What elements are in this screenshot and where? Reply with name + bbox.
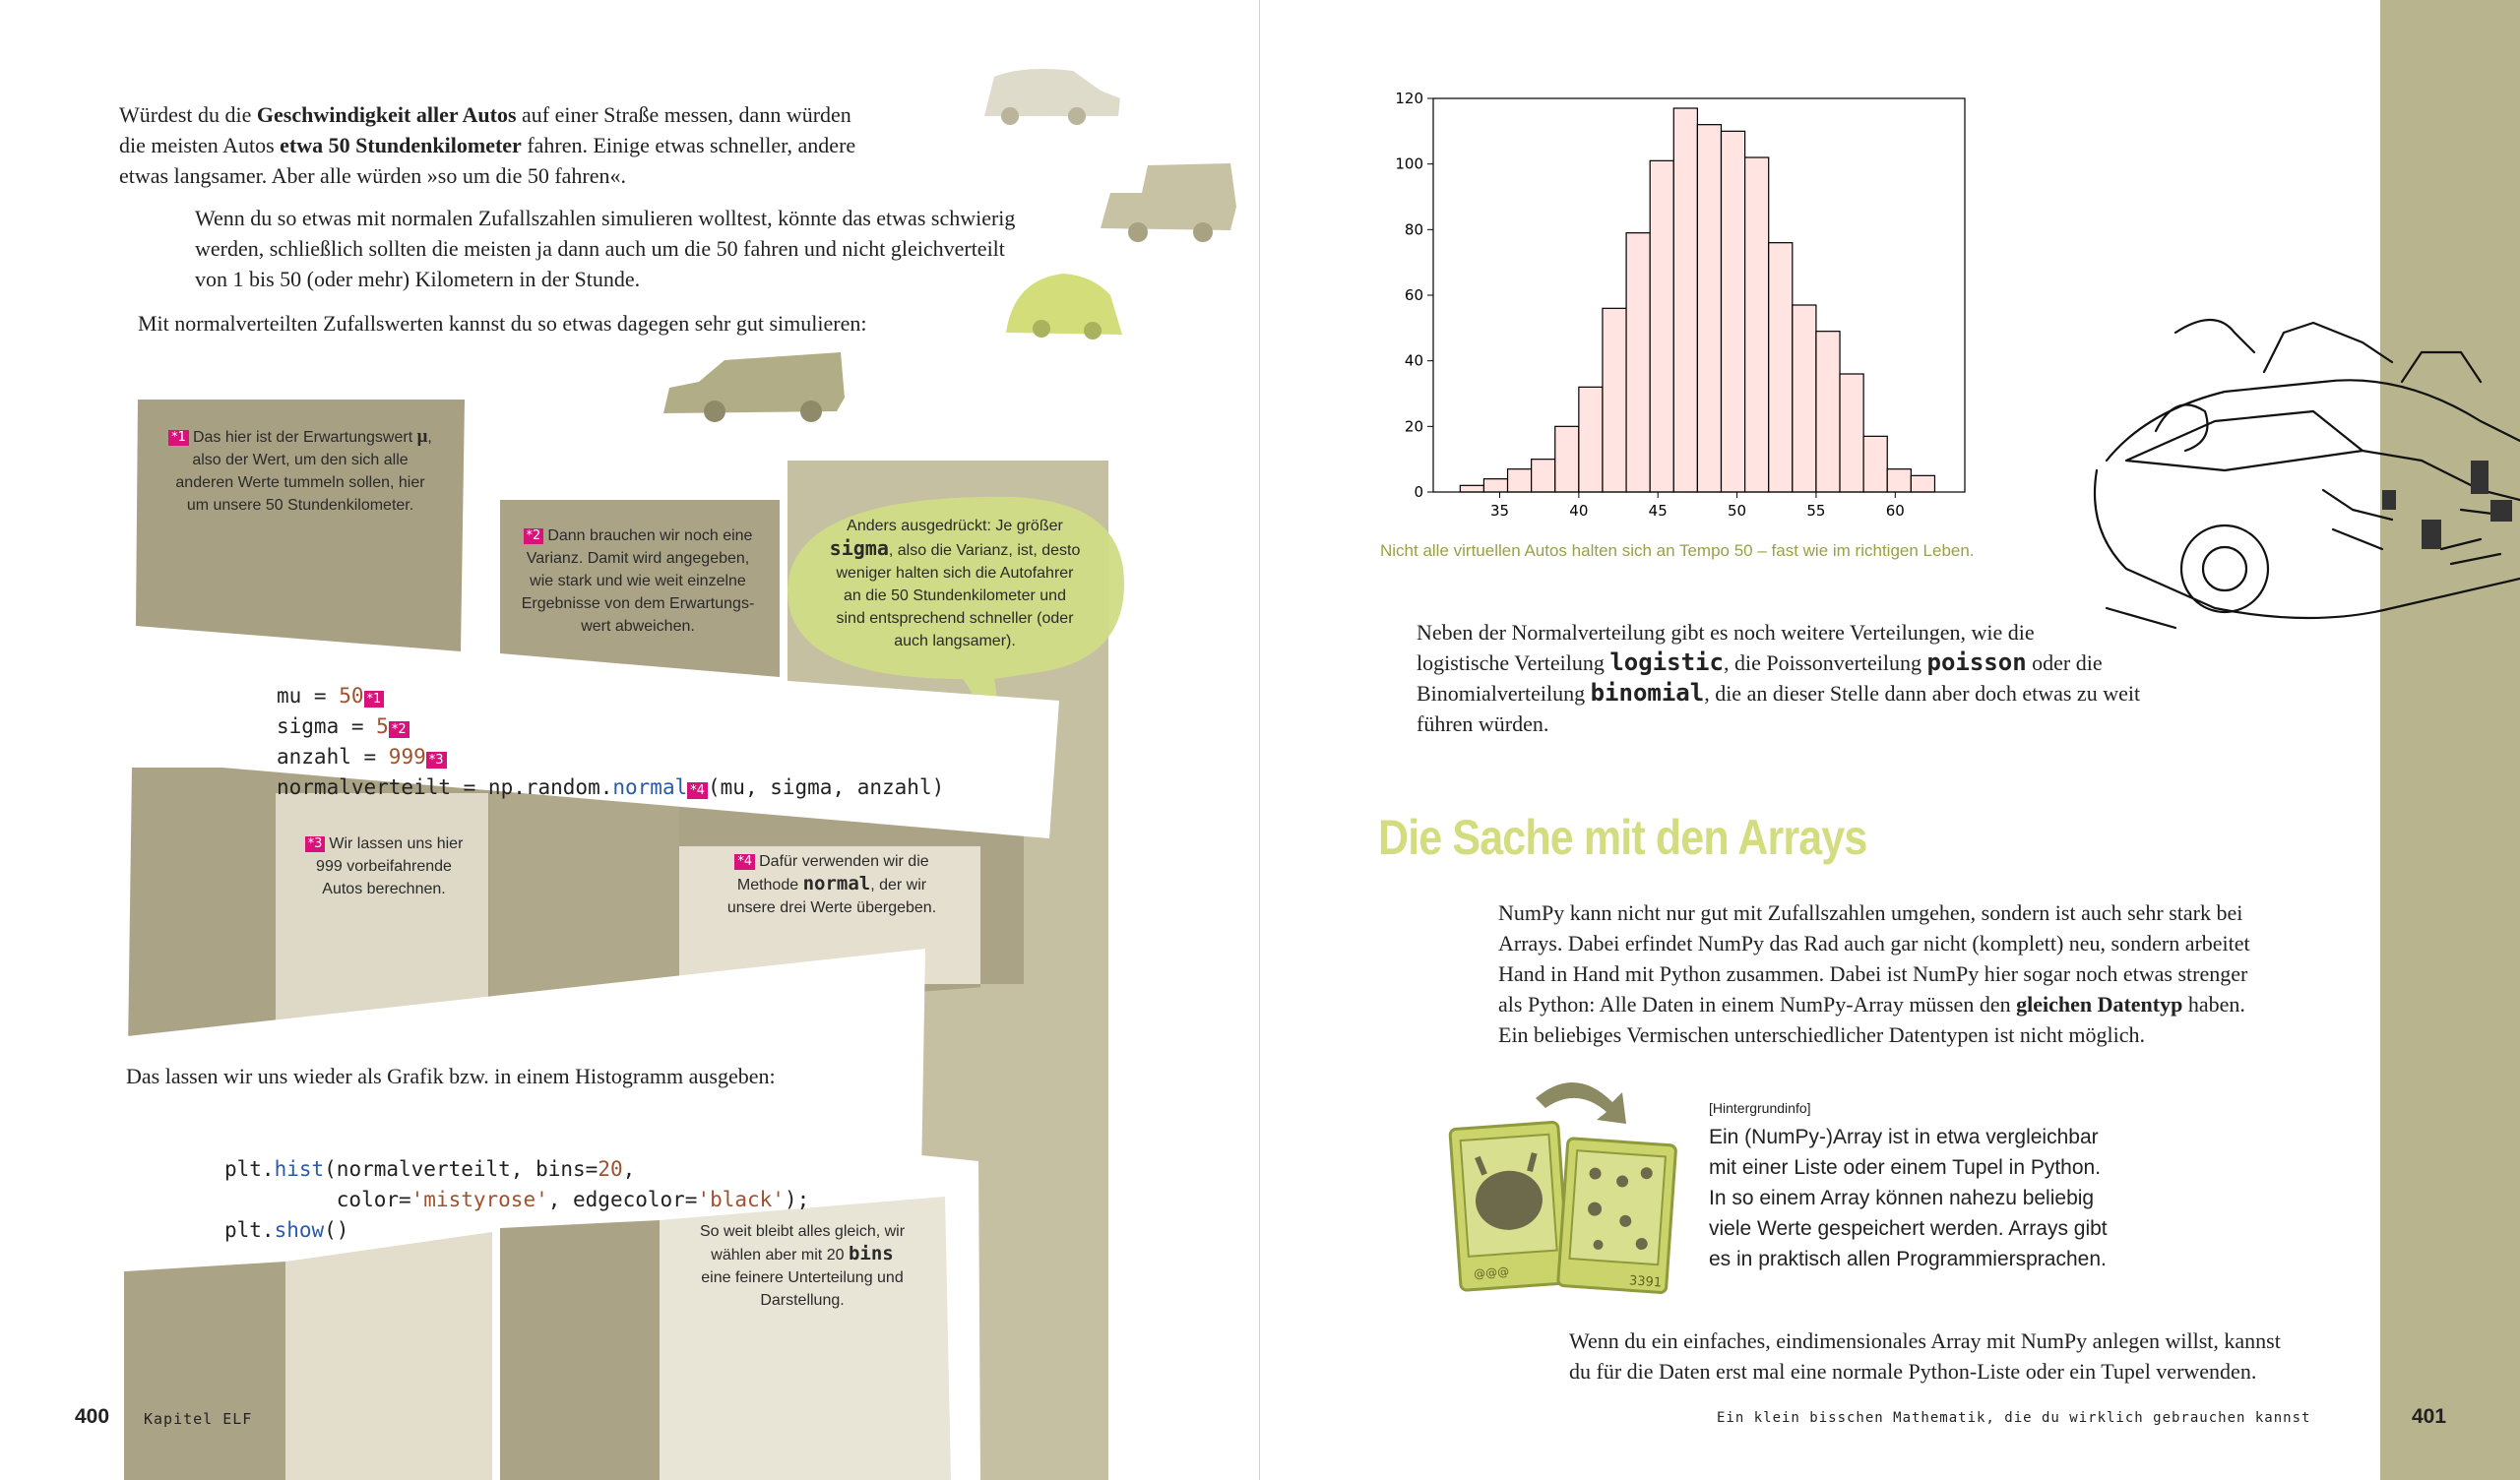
annotation-badge: *3 — [305, 836, 326, 852]
histogram-bar — [1579, 387, 1603, 492]
code-line: sigma = 5 *2 — [277, 711, 944, 742]
page-edge-band — [2380, 0, 2520, 1480]
code-line: plt.hist(normalverteilt, bins=20, — [224, 1157, 636, 1181]
annotation-badge: *1 — [168, 430, 189, 446]
text: Wenn du ein einfaches, eindimensionales Array mit NumPy anlegen willst, kannst — [1569, 1328, 2281, 1353]
bold-text: gleichen Datentyp — [2016, 992, 2183, 1017]
text: von 1 bis 50 (oder mehr) Kilometern in der Stunde. — [195, 267, 641, 291]
code-word: binomial — [1590, 679, 1705, 707]
annotation-badge: *2 — [524, 528, 544, 544]
page-gutter — [1259, 0, 1260, 1480]
y-tick-label: 60 — [1404, 286, 1423, 304]
text: NumPy kann nicht nur gut mit Zufallszahlen umgehen, sondern ist auch sehr stark bei — [1498, 900, 2243, 925]
array-intro-paragraph — [1569, 1326, 2376, 1387]
info-tag: [Hintergrundinfo] — [1709, 1100, 1811, 1116]
text: , die an dieser Stelle dann aber doch etwas zu weit — [1704, 681, 2141, 706]
text: Ein beliebiges Vermischen unterschiedlicher Datentypen ist nicht möglich. — [1498, 1022, 2145, 1047]
histogram-bar — [1483, 479, 1507, 492]
text: auch langsamer). — [894, 633, 1016, 649]
histogram-bar — [1769, 243, 1793, 492]
histogram-bar — [1460, 485, 1483, 492]
annotation-badge: *1 — [364, 691, 385, 708]
text: Neben der Normalverteilung gibt es noch weitere Verteilungen, wie die — [1417, 620, 2035, 645]
text: fahren. Einige etwas schneller, andere — [521, 133, 856, 157]
code-line: color='mistyrose', edgecolor='black'); — [224, 1188, 810, 1211]
histogram-bar — [1532, 460, 1555, 492]
x-tick-label: 55 — [1806, 502, 1826, 520]
note-2 — [502, 524, 774, 638]
text: Darstellung. — [760, 1292, 845, 1309]
annotation-badge: *4 — [734, 854, 755, 870]
text: die meisten Autos — [119, 133, 281, 157]
y-tick-label: 20 — [1404, 417, 1423, 436]
text: mit einer Liste oder einem Tupel in Python. — [1709, 1156, 2102, 1179]
code-word: sigma — [829, 536, 889, 560]
text: an die 50 Stundenkilometer und — [844, 587, 1066, 604]
annotation-badge: *4 — [687, 782, 708, 799]
note-5 — [669, 1220, 935, 1312]
code-line: normalverteilt = np.random.normal *4 (mu, sigma, anzahl) — [277, 775, 945, 799]
text: Varianz. Damit wird angegeben, — [526, 550, 750, 567]
page-number-left: 400 — [75, 1405, 110, 1428]
histogram-bar — [1745, 157, 1769, 492]
code-word: normal — [802, 873, 871, 894]
histogram-bar — [1722, 131, 1745, 492]
histogram-intro: Das lassen wir uns wieder als Grafik bzw. in einem Histogramm ausgeben: — [126, 1064, 776, 1088]
note-4 — [689, 850, 975, 919]
text: Dafür verwenden wir die — [759, 853, 929, 870]
text: Arrays. Dabei erfindet NumPy das Rad auch gar nicht (komplett) neu, sondern arbeitet — [1498, 931, 2250, 956]
trading-cards-icon — [1447, 1073, 1683, 1299]
text: Wir lassen uns hier — [329, 835, 464, 852]
histogram-bar — [1840, 374, 1863, 492]
note-1 — [148, 425, 453, 517]
text: sind entsprechend schneller (oder — [836, 610, 1074, 627]
histogram-bar — [1863, 436, 1887, 492]
text: Ergebnisse von dem Erwartungs- — [521, 595, 755, 612]
arrays-paragraph — [1498, 897, 2364, 1050]
text: Wenn du so etwas mit normalen Zufallszahlen simulieren wolltest, könnte das etwas schwierig — [195, 206, 1016, 230]
text: So weit bleibt alles gleich, wir — [699, 1223, 906, 1240]
text: anderen Werte tummeln sollen, hier — [175, 474, 425, 491]
delorean-car-sketch-icon — [2067, 313, 2520, 667]
x-tick-label: 45 — [1648, 502, 1668, 520]
code-word: logistic — [1609, 648, 1724, 676]
y-tick-label: 0 — [1414, 483, 1423, 501]
running-header: Ein klein bisschen Mathematik, die du wirklich gebrauchen kannst — [1717, 1410, 2311, 1426]
text: etwas langsamer. Aber alle würden »so um die 50 fahren«. — [119, 163, 627, 188]
code-word: poisson — [1926, 648, 2027, 676]
note-3 — [285, 832, 482, 900]
text: unsere drei Werte übergeben. — [726, 899, 937, 916]
code-word: bins — [848, 1243, 894, 1264]
code-line: mu = 50 *1 — [277, 681, 944, 711]
intro-paragraph-3: Mit normalverteilten Zufallswerten kannst du so etwas dagegen sehr gut simulieren: — [138, 311, 867, 336]
text: haben. — [2182, 992, 2245, 1017]
code-line: plt.show() — [224, 1218, 349, 1242]
text: , der wir — [870, 877, 927, 894]
svg-text:3391: 3391 — [1628, 1273, 1663, 1291]
histogram-bar — [1673, 108, 1697, 492]
text: wählen aber mit 20 — [711, 1247, 849, 1264]
info-text — [1709, 1122, 2122, 1274]
text: weniger halten sich die Autofahrer — [836, 565, 1074, 582]
distributions-paragraph — [1417, 617, 2283, 739]
text: eine feinere Unterteilung und — [701, 1269, 904, 1286]
x-tick-label: 40 — [1569, 502, 1589, 520]
text: , die Poissonverteilung — [1723, 650, 1927, 675]
code-line: anzahl = 999 *3 — [277, 742, 944, 772]
text: Binomialverteilung — [1417, 681, 1591, 706]
text: du für die Daten erst mal eine normale Python-Liste oder ein Tupel verwenden. — [1569, 1359, 2257, 1384]
histogram-chart — [1374, 89, 1975, 522]
x-tick-label: 60 — [1885, 502, 1905, 520]
y-tick-label: 100 — [1395, 154, 1423, 173]
histogram-bar — [1697, 125, 1721, 492]
y-tick-label: 40 — [1404, 351, 1423, 370]
text: als Python: Alle Daten in einem NumPy-Array müssen den — [1498, 992, 2017, 1017]
annotation-badge: *3 — [426, 752, 447, 769]
text: wie stark und wie weit einzelne — [530, 573, 746, 589]
page-number-right: 401 — [2412, 1405, 2447, 1428]
x-tick-label: 35 — [1489, 502, 1510, 520]
histogram-bars — [1460, 108, 1934, 492]
histogram-bar — [1555, 426, 1579, 492]
histogram-bar — [1793, 305, 1816, 492]
text: Ein (NumPy-)Array ist in etwa vergleichbar — [1709, 1126, 2099, 1148]
text: , — [427, 429, 432, 446]
text: oder die — [2026, 650, 2103, 675]
mu-symbol: μ — [416, 426, 428, 447]
text: Dann brauchen wir noch eine — [547, 527, 753, 544]
bold-text: Geschwindigkeit aller Autos — [256, 102, 517, 127]
histogram-bar — [1603, 308, 1626, 492]
annotation-badge: *2 — [389, 721, 410, 738]
chapter-label: Kapitel ELF — [144, 1410, 253, 1428]
bold-text: etwa 50 Stundenkilometer — [280, 133, 522, 157]
text: führen würden. — [1417, 711, 1549, 736]
text: wert abweichen. — [581, 618, 695, 635]
swap-arrow-icon — [1536, 1082, 1626, 1124]
histogram-bar — [1650, 160, 1673, 492]
text: es in praktisch allen Programmiersprachen. — [1709, 1248, 2107, 1270]
text: Anders ausgedrückt: Je größer — [847, 518, 1063, 534]
text: 999 vorbeifahrende — [316, 858, 452, 875]
text: um unsere 50 Stundenkilometer. — [186, 497, 414, 514]
text: werden, schließlich sollten die meisten ja dann auch um die 50 fahren und nicht gleichverteilt — [195, 236, 1005, 261]
text: viele Werte gespeichert werden. Arrays gibt — [1709, 1217, 2108, 1240]
text: also der Wert, um den sich alle — [192, 452, 409, 468]
x-tick-label: 50 — [1728, 502, 1747, 520]
text: Autos berechnen. — [322, 881, 446, 897]
histogram-bar — [1816, 332, 1840, 492]
text: Hand in Hand mit Python zusammen. Dabei ist NumPy hier sogar noch etwas strenger — [1498, 961, 2248, 986]
text: Methode — [736, 877, 803, 894]
text: Würdest du die — [119, 102, 257, 127]
text: Das hier ist der Erwartungswert — [192, 429, 417, 446]
text: In so einem Array können nahezu beliebig — [1709, 1187, 2095, 1209]
speech-bubble-text — [797, 515, 1112, 652]
section-heading: Die Sache mit den Arrays — [1378, 810, 1867, 865]
histogram-bar — [1887, 469, 1911, 492]
y-tick-label: 120 — [1395, 90, 1423, 107]
histogram-bar — [1911, 475, 1934, 492]
text: , also die Varianz, ist, desto — [888, 542, 1081, 559]
histogram-bar — [1508, 469, 1532, 492]
text: auf einer Straße messen, dann würden — [516, 102, 851, 127]
chart-caption: Nicht alle virtuellen Autos halten sich an Tempo 50 – fast wie im richtigen Leben. — [1380, 541, 1975, 560]
histogram-bar — [1626, 233, 1650, 492]
text: logistische Verteilung — [1417, 650, 1610, 675]
svg-text:@@@: @@@ — [1473, 1264, 1510, 1281]
y-tick-label: 80 — [1404, 220, 1423, 239]
